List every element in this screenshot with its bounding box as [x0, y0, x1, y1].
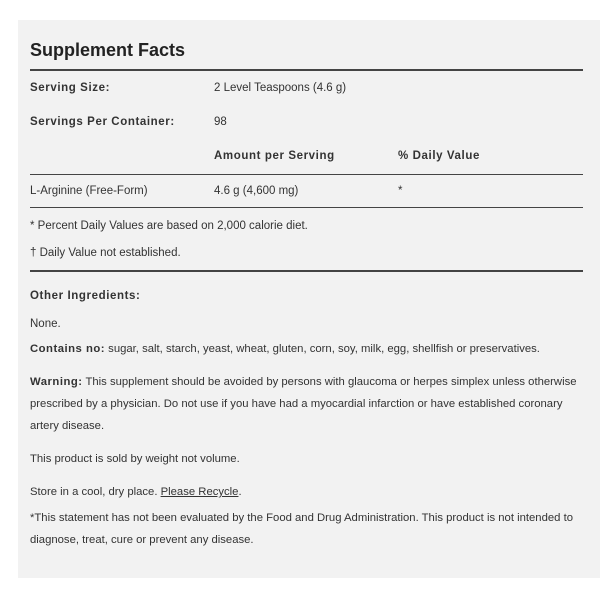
ingredient-daily-value: * [398, 185, 403, 197]
storage-end: . [238, 486, 242, 498]
storage-statement [30, 481, 585, 503]
other-ingredients-value: None. [30, 318, 61, 330]
warning-label: Warning: [30, 376, 83, 388]
contains-no-text: sugar, salt, starch, yeast, wheat, gluten, corn, soy, milk, egg, shellfish or preservatives. [105, 343, 540, 355]
ingredient-amount: 4.6 g (4,600 mg) [214, 185, 299, 197]
storage-text: Store in a cool, dry place. [30, 486, 161, 498]
contains-no-statement [30, 338, 585, 360]
panel-title: Supplement Facts [30, 40, 186, 60]
warning-statement [30, 371, 585, 437]
header-divider [30, 174, 583, 175]
weight-note: This product is sold by weight not volume. [30, 453, 240, 465]
serving-size-value: 2 Level Teaspoons (4.6 g) [214, 82, 347, 94]
ingredient-divider [30, 207, 583, 208]
warning-text: This supplement should be avoided by persons with glaucoma or herpes simplex unless otherwise prescribed by a physician. Do not use if you have had a myocardial infarction or have established coronary artery disease. [30, 376, 577, 432]
daily-value-header: % Daily Value [398, 150, 480, 162]
contains-no-label: Contains no: [30, 343, 106, 355]
percent-dv-footnote: * Percent Daily Values are based on 2,000 calorie diet. [30, 220, 308, 232]
servings-per-container-label: Servings Per Container: [30, 116, 175, 128]
amount-per-serving-header: Amount per Serving [214, 150, 335, 162]
serving-size-label: Serving Size: [30, 82, 111, 94]
servings-per-container-value: 98 [214, 116, 227, 128]
fda-disclaimer: *This statement has not been evaluated by the Food and Drug Administration. This product is not intended to diagnose, treat, cure or prevent any disease. [30, 512, 574, 546]
title-divider [30, 69, 583, 71]
other-ingredients-heading: Other Ingredients: [30, 290, 141, 302]
ingredient-name: L-Arginine (Free-Form) [30, 185, 148, 197]
please-recycle-link[interactable]: Please Recycle [160, 486, 239, 498]
dagger-footnote: † Daily Value not established. [30, 247, 181, 259]
panel-bottom-divider [30, 270, 583, 272]
